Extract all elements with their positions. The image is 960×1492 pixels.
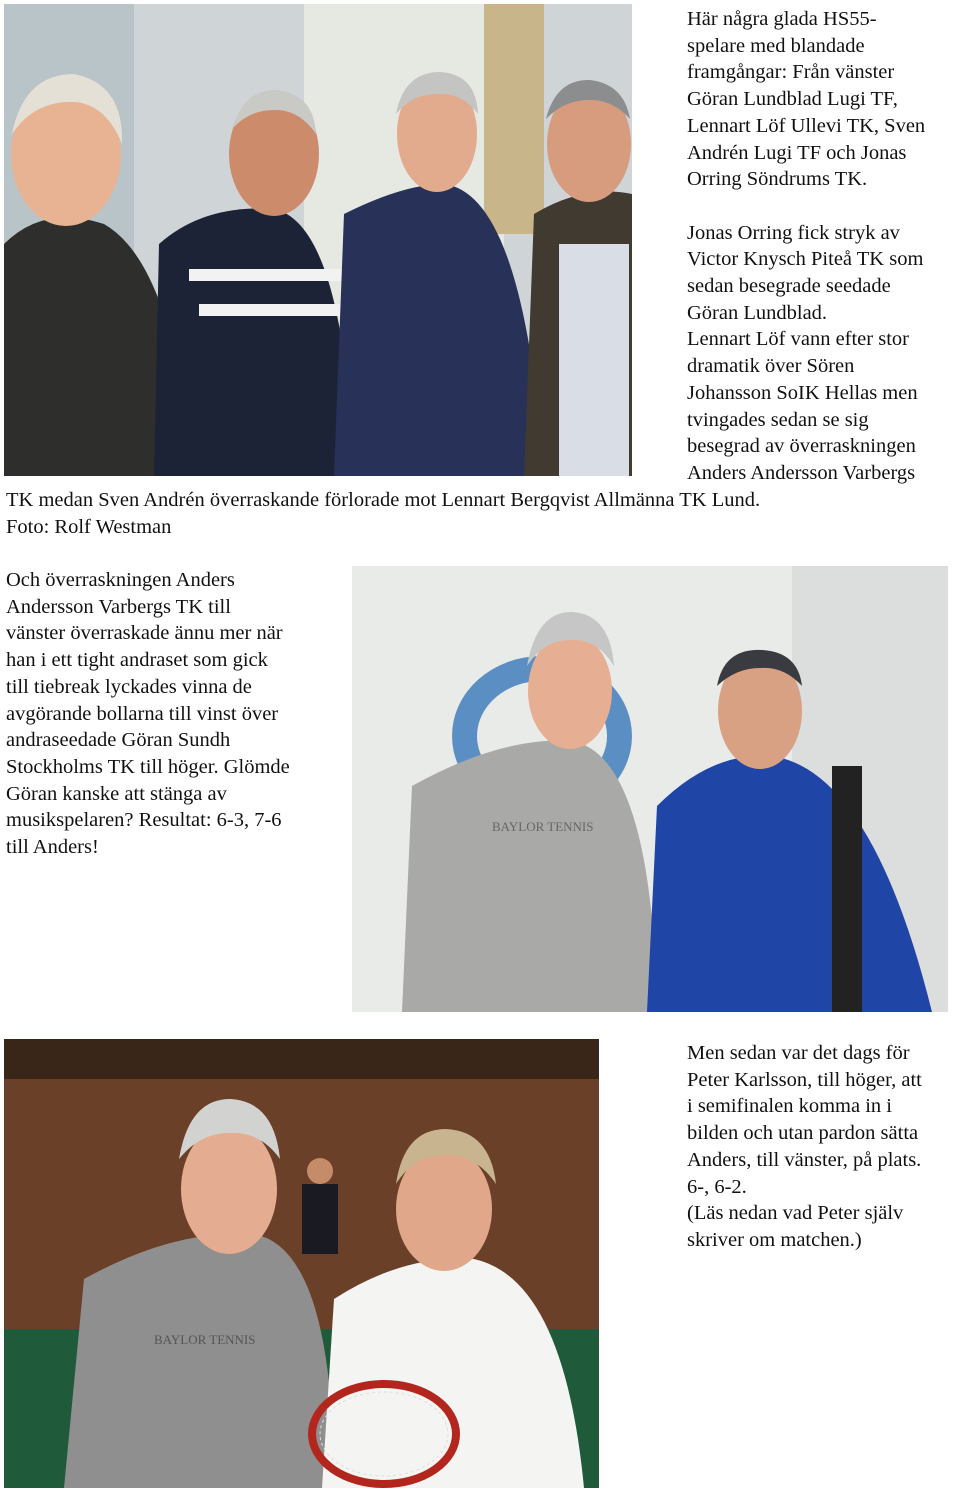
- caption-line: Göran Lundblad.: [687, 301, 828, 324]
- caption-line: (Läs nedan vad Peter själv: [687, 1202, 904, 1225]
- caption-line: dramatik över Sören: [687, 355, 855, 378]
- caption-line: vänster överraskade ännu mer när: [6, 622, 283, 645]
- caption-line: TK medan Sven Andrén överraskande förlorade mot Lennart Bergqvist Allmänna TK Lund.: [6, 489, 761, 511]
- caption-line: Anders Andersson Varbergs: [687, 461, 916, 484]
- caption-block-2: [6, 567, 290, 861]
- caption-line: Men sedan var det dags för: [687, 1042, 910, 1064]
- caption-line: Johansson SoIK Hellas men: [687, 381, 918, 404]
- caption-line: [687, 193, 925, 220]
- caption-line: Och överraskningen Anders: [6, 569, 235, 591]
- caption-line: bilden och utan pardon sätta: [687, 1122, 919, 1145]
- caption-line: Andrén Lugi TF och Jonas: [687, 141, 907, 164]
- caption-line: Anders, till vänster, på plats.: [687, 1148, 922, 1171]
- photo-four-players: [4, 4, 632, 476]
- caption-line: Peter Karlsson, till höger, att: [687, 1068, 922, 1091]
- caption-line: musikspelaren? Resultat: 6-3, 7-6: [6, 809, 282, 832]
- caption-line: framgångar: Från vänster: [687, 61, 895, 84]
- photo-semifinal-players: [4, 1039, 599, 1488]
- caption-line: andraseedade Göran Sundh: [6, 729, 231, 752]
- caption-block-1: [687, 6, 925, 487]
- caption-line: Lennart Löf Ullevi TK, Sven: [687, 114, 926, 137]
- caption-line: Här några glada HS55-: [687, 8, 877, 30]
- caption-line: tvingades sedan se sig: [687, 408, 869, 431]
- caption-line: Jonas Orring fick stryk av: [687, 221, 900, 244]
- caption-line: spelare med blandade: [687, 34, 865, 57]
- caption-line: skriver om matchen.): [687, 1228, 862, 1251]
- caption-line: sedan besegrade seedade: [687, 275, 891, 298]
- caption-line: Lennart Löf vann efter stor: [687, 328, 909, 351]
- caption-block-3: [687, 1040, 922, 1254]
- caption-line: avgörande bollarna till vinst över: [6, 702, 279, 725]
- caption-line: i semifinalen komma in i: [687, 1095, 892, 1118]
- caption-line: Göran kanske att stänga av: [6, 782, 227, 805]
- caption-line: Andersson Varbergs TK till: [6, 595, 231, 618]
- shirt-text: BAYLOR TENNIS: [154, 1332, 256, 1347]
- caption-line: Victor Knysch Piteå TK som: [687, 248, 924, 271]
- photo-credit: Foto: Rolf Westman: [6, 515, 172, 538]
- shirt-text: BAYLOR TENNIS: [492, 819, 594, 834]
- caption-line: Stockholms TK till höger. Glömde: [6, 755, 290, 778]
- caption-line: 6-, 6-2.: [687, 1175, 747, 1198]
- caption-line: till Anders!: [6, 836, 99, 859]
- caption-line: han i ett tight andraset som gick: [6, 649, 268, 672]
- caption-line: besegrad av överraskningen: [687, 435, 916, 458]
- caption-full-lines: [6, 487, 760, 540]
- photo-two-players: [352, 566, 948, 1012]
- caption-line: Göran Lundblad Lugi TF,: [687, 88, 898, 111]
- caption-line: Orring Söndrums TK.: [687, 168, 868, 191]
- caption-line: till tiebreak lyckades vinna de: [6, 675, 252, 698]
